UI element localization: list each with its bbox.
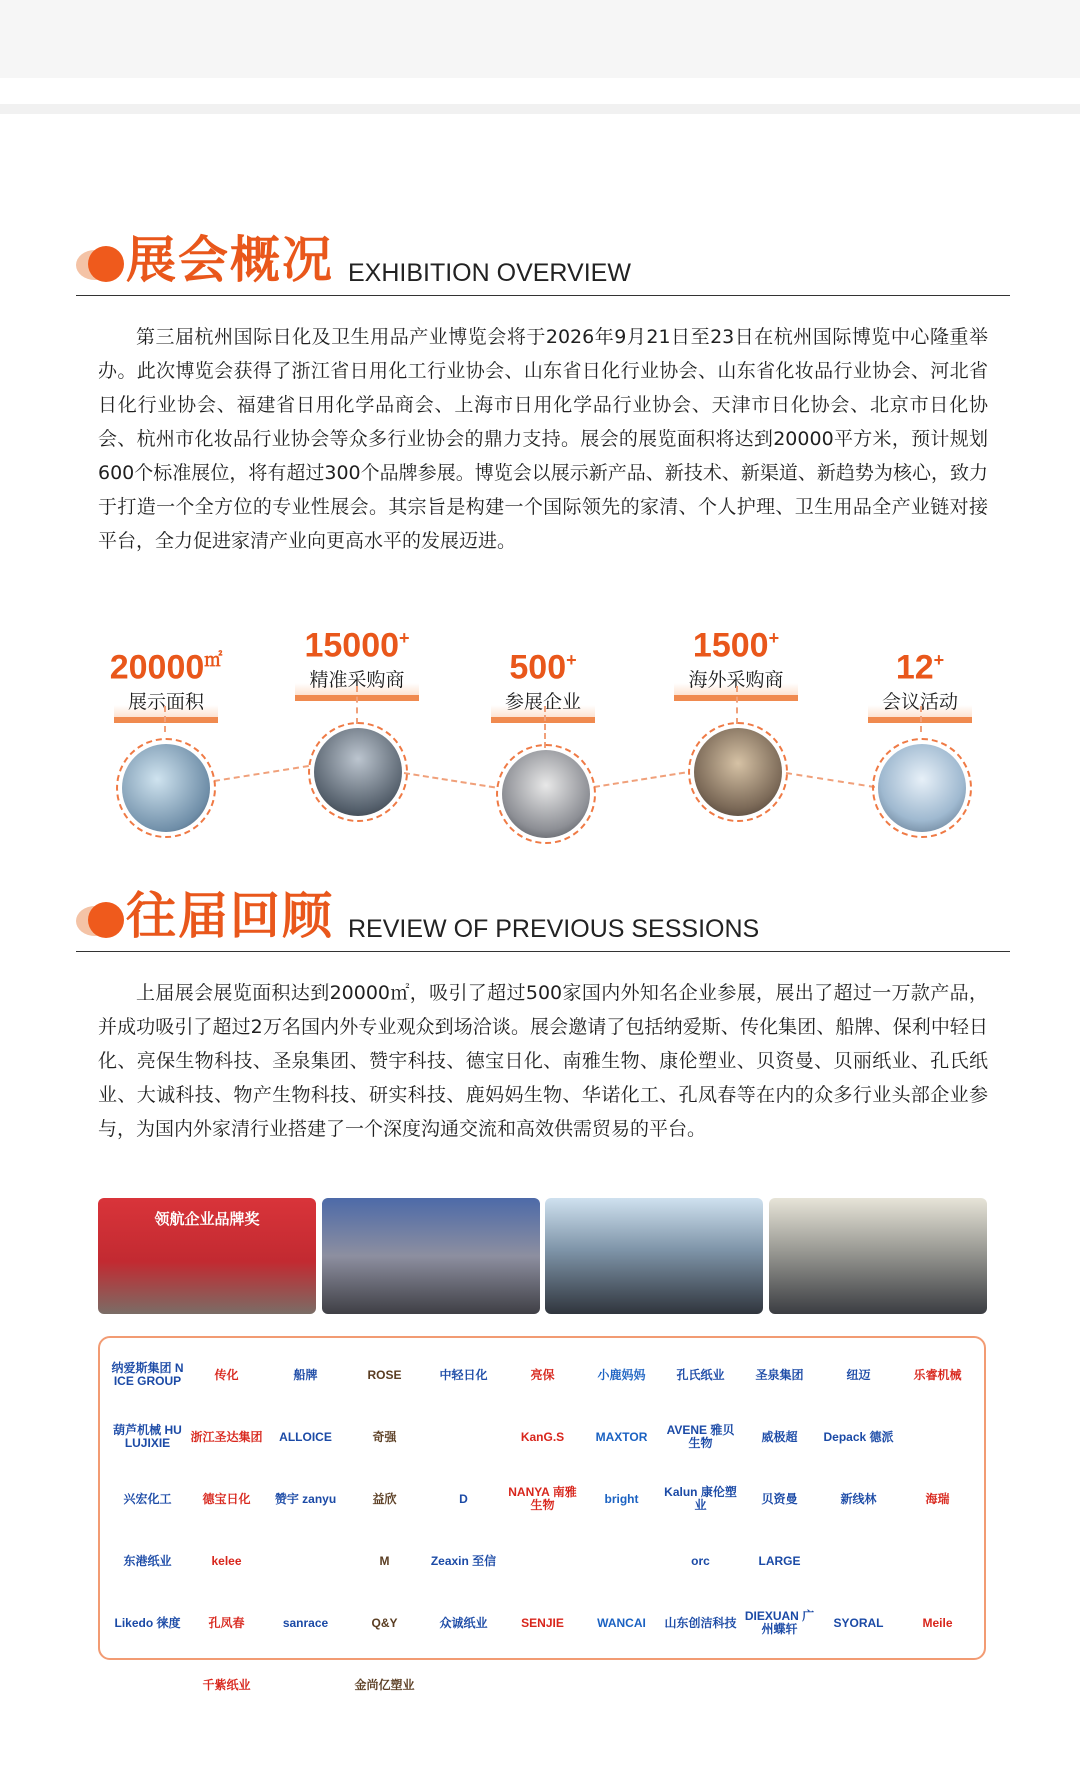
- exhibitor-logo: 德宝日化: [202, 1491, 251, 1506]
- connector-line: [920, 706, 922, 732]
- exhibitor-logo: SENJIE: [521, 1615, 564, 1630]
- exhibitor-logo: kelee: [211, 1553, 242, 1568]
- review-photo-meeting: [322, 1198, 540, 1314]
- exhibitor-logo: 中轻日化: [439, 1367, 488, 1382]
- connector-line: [544, 706, 546, 748]
- exhibitor-logo: 千紫纸业: [202, 1677, 251, 1692]
- bullet-dot-icon: [76, 242, 126, 286]
- logo-grid: [108, 1344, 976, 1716]
- exhibitor-logo: [898, 1530, 977, 1592]
- exhibitor-logo: WANCAI: [597, 1615, 646, 1630]
- connector-line: [786, 772, 875, 788]
- exhibitor-logo: AVENE 雅贝生物: [666, 1423, 735, 1450]
- review-photo-crowd: [769, 1198, 987, 1314]
- exhibitor-logo: 小鹿妈妈: [597, 1367, 646, 1382]
- top-band: [0, 0, 1080, 78]
- review-photo-award: [98, 1198, 316, 1314]
- exhibitor-logo: SYORAL: [833, 1615, 884, 1630]
- exhibitor-logo: sanrace: [282, 1615, 329, 1630]
- section-header-overview: [76, 226, 1010, 296]
- exhibitor-logo: [424, 1654, 503, 1716]
- exhibitor-logo: 众诚纸业: [439, 1615, 488, 1630]
- exhibitor-logo: [266, 1530, 345, 1592]
- stat-photo-overseas: [688, 722, 788, 822]
- exhibitor-logo: 圣泉集团: [755, 1367, 804, 1382]
- stat-label: 展示面积: [114, 687, 218, 723]
- exhibitor-logo: DIEXUAN 广州蝶轩: [744, 1609, 815, 1636]
- exhibitor-logo-wall: [98, 1336, 986, 1692]
- section-title-en: EXHIBITION OVERVIEW: [348, 259, 631, 287]
- stat-number: 12: [895, 648, 934, 687]
- exhibitor-logo: ALLOICE: [279, 1429, 332, 1444]
- connector-line: [736, 686, 738, 724]
- stat-number: 500: [509, 648, 567, 687]
- exhibitor-logo: 山东创洁科技: [664, 1615, 737, 1630]
- review-photo-hall: [545, 1198, 763, 1314]
- exhibitor-logo: [819, 1530, 898, 1592]
- exhibitor-logo: 海瑞: [925, 1491, 950, 1506]
- exhibitor-logo: bright: [604, 1491, 639, 1506]
- stat-suffix: +: [566, 650, 577, 670]
- exhibitor-logo: NANYA 南雅生物: [508, 1485, 577, 1512]
- exhibitor-logo: MAXTOR: [595, 1429, 648, 1444]
- bullet-dot-icon: [76, 898, 126, 942]
- exhibitor-logo: Zeaxin 至信: [430, 1553, 497, 1568]
- exhibitor-logo: 赞宇 zanyu: [274, 1491, 337, 1506]
- stat-number: 1500: [692, 626, 769, 665]
- exhibitor-logo: orc: [691, 1553, 710, 1568]
- exhibitor-logo: Likedo 徕度: [114, 1615, 181, 1630]
- stat-number: 20000: [109, 648, 205, 687]
- section-title-cn: 展会概况: [126, 231, 334, 289]
- exhibitor-logo: [108, 1654, 187, 1716]
- exhibitor-logo: 葫芦机械 HULUJIXIE: [113, 1423, 182, 1450]
- exhibitor-logo: [582, 1530, 661, 1592]
- overview-paragraph: 第三届杭州国际日化及卫生用品产业博览会将于2026年9月21日至23日在杭州国际博览中心隆重举办。此次博览会获得了浙江省日用化工行业协会、山东省日化行业协会、山东省化妆品行业协会、河北省日化行业协会、福建省日用化学品商会、上海市日用化学品行业协会、天津市日化协会、北京市日化协会、杭州市化妆品行业协会等众多行业协会的鼎力支持。展会的展览面积将达到20000平方米，预计规划600个标准展位，将有超过300个品牌参展。博览会以展示新产品、新技术、新渠道、新趋势为核心，致力于打造一个全方位的专业性展会。其宗旨是构建一个国际领先的家清、个人护理、卫生用品全产业链对接平台，全力促进家清产业向更高水平的发展迈进。: [98, 326, 988, 552]
- stat-label: 精准采购商: [295, 665, 418, 701]
- stat-suffix: ㎡: [204, 650, 223, 670]
- exhibitor-logo: [424, 1406, 503, 1468]
- connector-line: [356, 686, 358, 724]
- stat-photo-exhibitors: [496, 744, 596, 844]
- exhibitor-logo: Kalun 康伦塑业: [664, 1485, 737, 1512]
- exhibitor-logo: [266, 1654, 345, 1716]
- stat-suffix: +: [933, 650, 945, 670]
- stat-suffix: +: [399, 628, 410, 648]
- stat-number: 15000: [304, 626, 400, 665]
- section-title-cn: 往届回顾: [126, 887, 334, 945]
- exhibitor-logo: Meile: [922, 1615, 953, 1630]
- exhibitor-logo: 新线林: [840, 1491, 877, 1506]
- exhibitor-logo: 乐睿机械: [913, 1367, 962, 1382]
- exhibitor-logo: 贝资曼: [761, 1491, 798, 1506]
- exhibitor-logo: M: [379, 1553, 390, 1568]
- exhibitor-logo: 金尚亿塑业: [354, 1677, 415, 1692]
- exhibitor-logo: 孔凤春: [208, 1615, 245, 1630]
- exhibitor-logo: 奇强: [372, 1429, 397, 1444]
- exhibitor-logo: [898, 1406, 977, 1468]
- exhibitor-logo: 传化: [214, 1367, 239, 1382]
- section-header-review: [76, 882, 1010, 952]
- connector-line: [214, 765, 309, 782]
- exhibitor-logo: D: [459, 1491, 468, 1506]
- top-divider: [0, 104, 1080, 114]
- connector-line: [404, 772, 495, 788]
- exhibitor-logo: 纽迈: [846, 1367, 871, 1382]
- exhibitor-logo: 孔氏纸业: [676, 1367, 725, 1382]
- stat-photo-area: [116, 738, 216, 838]
- exhibitor-logo: 兴宏化工: [123, 1491, 172, 1506]
- exhibitor-logo: 浙江圣达集团: [190, 1429, 263, 1444]
- exhibitor-logo: 威极超: [761, 1429, 798, 1444]
- stat-photo-buyers: [308, 722, 408, 822]
- stat-label: 海外采购商: [674, 665, 797, 701]
- stat-suffix: +: [768, 628, 780, 648]
- exhibitor-logo: Depack 德派: [823, 1429, 894, 1444]
- connector-line: [594, 772, 685, 788]
- stat-photo-meetings: [872, 738, 972, 838]
- stat-label: 参展企业: [491, 687, 595, 723]
- exhibitor-logo: ROSE: [367, 1367, 402, 1382]
- review-paragraph: 上届展会展览面积达到20000㎡，吸引了超过500家国内外知名企业参展，展出了超过一万款产品，并成功吸引了超过2万名国内外专业观众到场洽谈。展会邀请了包括纳爱斯、传化集团、船牌、保利中轻日化、亮保生物科技、圣泉集团、赞宇科技、德宝日化、南雅生物、康伦塑业、贝资曼、贝丽纸业、孔氏纸业、大诚科技、物产生物科技、研实科技、鹿妈妈生物、华诺化工、孔凤春等在内的众多行业头部企业参与，为国内外家清行业搭建了一个深度沟通交流和高效供需贸易的平台。: [98, 982, 988, 1140]
- stat-exhibitors: [478, 640, 608, 723]
- section-underline: [76, 951, 1010, 952]
- exhibitor-logo: KanG.S: [520, 1429, 565, 1444]
- stat-area: [86, 640, 246, 723]
- exhibitor-logo: Q&Y: [371, 1615, 398, 1630]
- photo-caption: 领航企业品牌奖: [154, 1210, 260, 1228]
- exhibitor-logo: 纳爱斯集团 NICE GROUP: [111, 1361, 184, 1388]
- exhibitor-logo: 益欣: [372, 1491, 397, 1506]
- connector-line: [164, 706, 166, 732]
- section-underline: [76, 295, 1010, 296]
- section-title-en: REVIEW OF PREVIOUS SESSIONS: [348, 915, 760, 943]
- exhibitor-logo: 东港纸业: [123, 1553, 172, 1568]
- exhibitor-logo: 船牌: [293, 1367, 318, 1382]
- exhibitor-logo: LARGE: [758, 1553, 801, 1568]
- exhibitor-logo: [503, 1530, 582, 1592]
- stat-label: 会议活动: [868, 687, 972, 723]
- exhibitor-logo: 亮保: [530, 1367, 555, 1382]
